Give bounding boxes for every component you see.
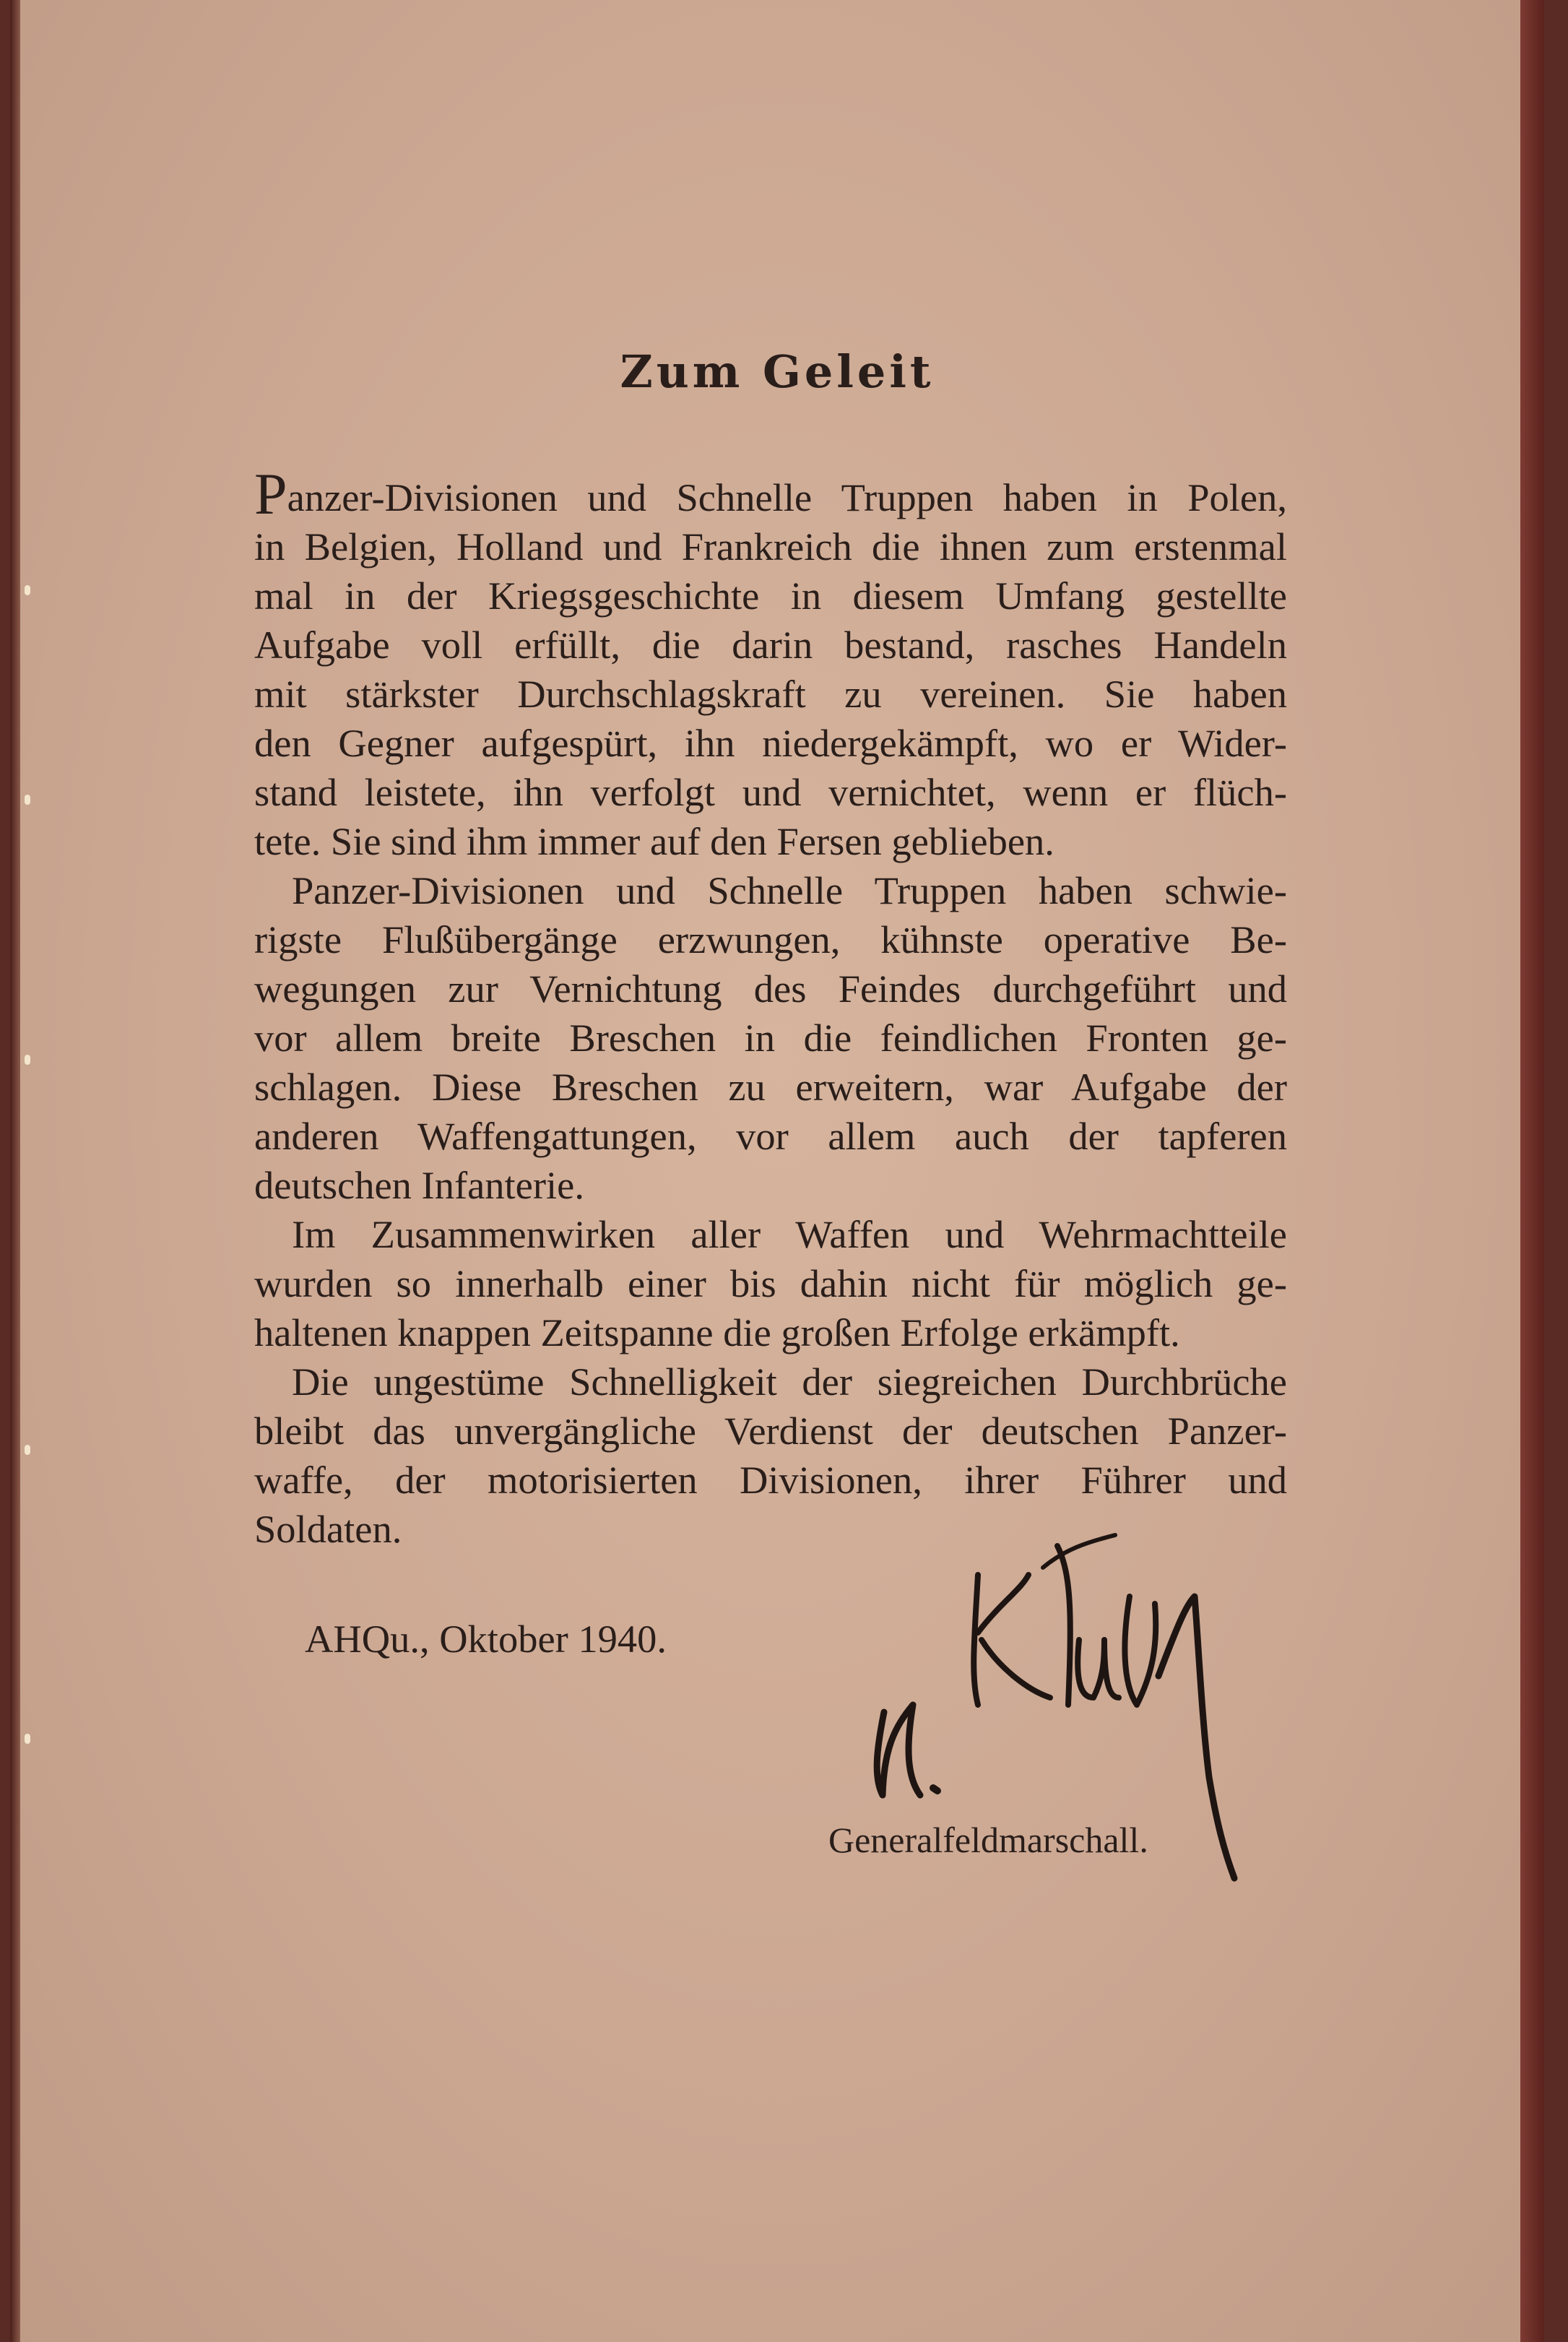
text-line — [254, 621, 1287, 670]
page-title: Zum Geleit — [620, 345, 935, 398]
line-text: stand leistete, ihn verfolgt und vernichtet, wenn er flüch- — [254, 770, 1287, 814]
book-page — [10, 0, 1544, 2342]
foreword-body — [254, 461, 1287, 1554]
line-text: Soldaten. — [254, 1507, 402, 1551]
line-text: deutschen Infanterie. — [254, 1163, 584, 1207]
line-text: den Gegner aufgespürt, ihn niedergekämpft, wo er Wider- — [254, 721, 1287, 765]
text-line — [254, 817, 1287, 866]
line-text: waffe, der motorisierten Divisionen, ihrer Führer und — [254, 1458, 1287, 1502]
binding-hole — [25, 585, 30, 595]
text-line — [254, 964, 1287, 1014]
text-line — [254, 866, 1287, 915]
binding-hole — [25, 795, 30, 805]
text-line — [254, 1259, 1287, 1308]
line-text: wurden so innerhalb einer bis dahin nicht für möglich ge- — [254, 1261, 1287, 1305]
line-text: in Belgien, Holland und Frankreich die ihnen zum erstenmal — [254, 524, 1287, 569]
line-text: Aufgabe voll erfüllt, die darin bestand, rasches Handeln — [254, 623, 1287, 667]
text-line — [254, 1014, 1287, 1063]
line-text: tete. Sie sind ihm immer auf den Fersen geblieben. — [254, 819, 1054, 863]
line-text: haltenen knappen Zeitspanne die großen Erfolge erkämpft. — [254, 1310, 1180, 1354]
text-line — [254, 915, 1287, 964]
text-line — [254, 1357, 1287, 1407]
line-text: anderen Waffengattungen, vor allem auch der tapferen — [254, 1114, 1287, 1158]
line-text: schlagen. Diese Breschen zu erweitern, war Aufgabe der — [254, 1065, 1287, 1109]
text-line — [254, 1407, 1287, 1456]
line-text: vor allem breite Breschen in die feindlichen Fronten ge- — [254, 1016, 1287, 1060]
text-line — [254, 1210, 1287, 1259]
text-line — [254, 1112, 1287, 1161]
place-date: AHQu., Oktober 1940. — [305, 1617, 667, 1661]
line-text: anzer-Divisionen und Schnelle Truppen haben in Polen, — [287, 475, 1287, 519]
line-text: Die ungestüme Schnelligkeit der siegreichen Durchbrüche — [292, 1360, 1287, 1404]
binding-hole — [25, 1734, 30, 1744]
text-line — [254, 670, 1287, 719]
text-line — [254, 1161, 1287, 1210]
line-text: rigste Flußübergänge erzwungen, kühnste operative Be- — [254, 917, 1287, 962]
line-text: mit stärkster Durchschlagskraft zu vereinen. Sie haben — [254, 672, 1287, 716]
line-text: Panzer-Divisionen und Schnelle Truppen haben schwie- — [292, 868, 1287, 912]
line-text: mal in der Kriegsgeschichte in diesem Umfang gestellte — [254, 574, 1287, 618]
text-line — [254, 461, 1287, 527]
text-line — [254, 719, 1287, 768]
drop-cap: P — [254, 461, 287, 527]
text-line — [254, 571, 1287, 621]
text-line — [254, 1308, 1287, 1357]
line-text: Im Zusammenwirken aller Waffen und Wehrmachtteile — [292, 1212, 1287, 1256]
text-line — [254, 522, 1287, 571]
text-line — [254, 768, 1287, 817]
text-line — [254, 1456, 1287, 1505]
binding-hole — [25, 1055, 30, 1065]
line-text: wegungen zur Vernichtung des Feindes durchgeführt und — [254, 967, 1287, 1011]
line-text: bleibt das unvergängliche Verdienst der deutschen Panzer- — [254, 1409, 1287, 1453]
text-line — [254, 1063, 1287, 1112]
binding-hole — [25, 1445, 30, 1455]
signatory-rank: Generalfeldmarschall. — [828, 1820, 1148, 1860]
